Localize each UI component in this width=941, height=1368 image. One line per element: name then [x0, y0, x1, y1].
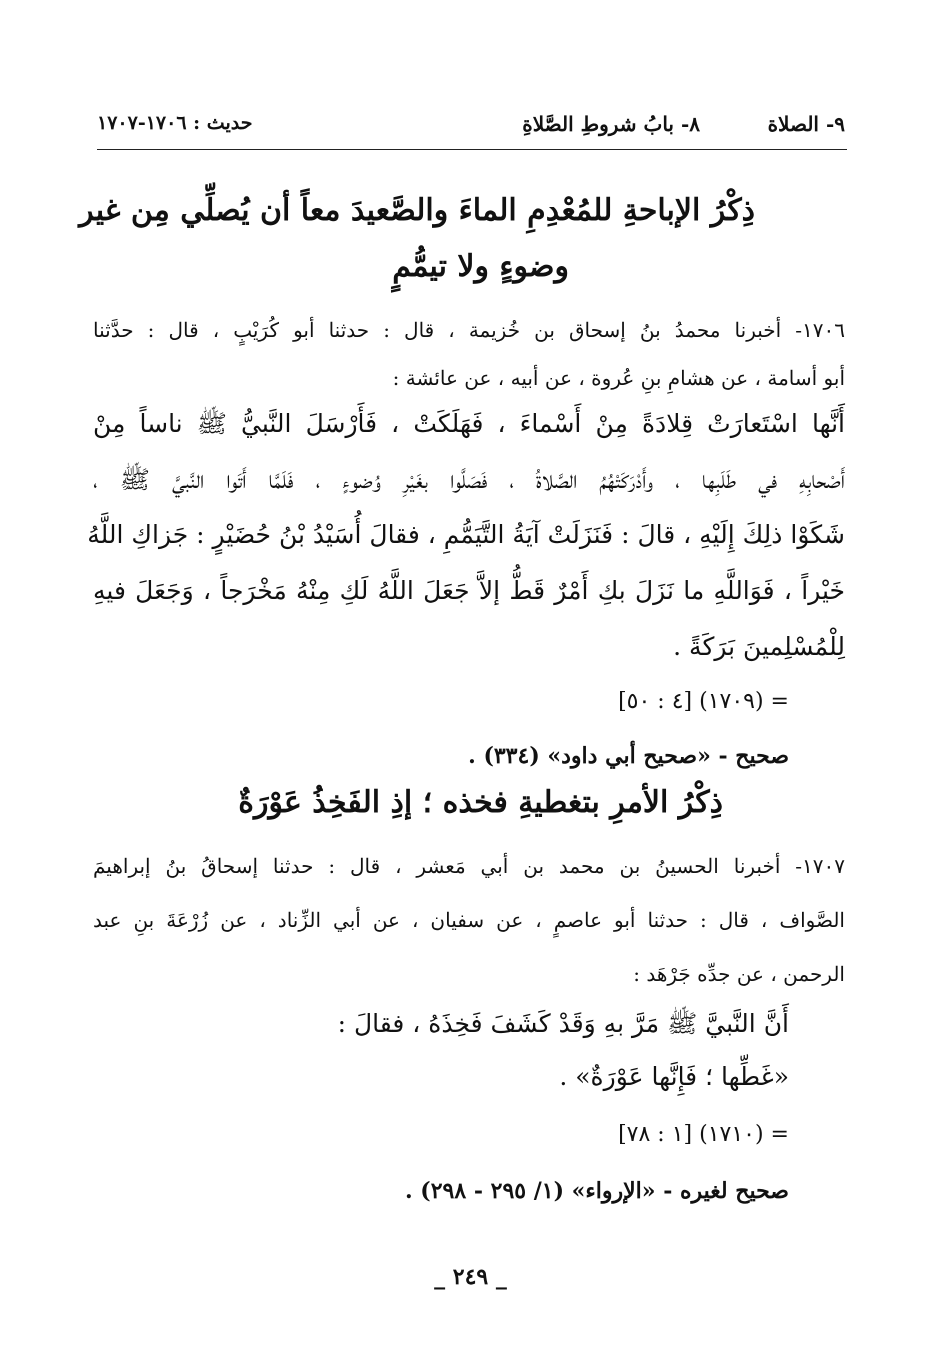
section1-isnad-line2: أبو أسامة ، عن هشامِ بنِ عُروة ، عن أبيه ، عن عائشة :	[392, 366, 845, 390]
section1-title-line1: ذِكْرُ الإباحةِ للمُعْدِمِ الماءَ والصَّعيدَ معاً أن يُصلِّي مِن غير	[79, 193, 755, 228]
header-bab: ٨- بابُ شروطِ الصَّلاةِ	[522, 112, 700, 136]
section2-isnad-line3: الرحمن ، عن جدِّه جَرْهَد :	[633, 962, 845, 986]
section2-matn-line2: «غَطِّها ؛ فَإِنَّها عَوْرَةٌ» .	[559, 1062, 789, 1091]
header-rule	[97, 149, 847, 150]
section1-matn-line3: شَكَوْا ذلِكَ إِلَيْهِ ، قالَ : فَنَزَلَتْ آيَةُ التَّيَمُّمِ ، فقالَ أُسَيْدُ بْنُ حُضَيْرٍ : جَزاكِ اللَّهُ	[87, 520, 845, 549]
header-chapter: ٩- الصلاة	[767, 112, 845, 136]
section1-matn-line4: خَيْراً ، فَوَاللَّهِ ما نَزَلَ بكِ أَمْرٌ قَطُّ إلاَّ جَعَلَ اللَّهُ لَكِ مِنْهُ مَخْرَجاً ، وَجَعَلَ فيهِ	[93, 576, 845, 605]
section1-grade: صحيح - «صحيح أبي داود» (٣٣٤) .	[468, 743, 789, 769]
section2-cross-reference: = (١٧١٠) [١ : ٧٨]	[618, 1122, 789, 1147]
page-number: _ ٢٤٩ _	[434, 1264, 507, 1290]
section2-title: ذِكْرُ الأمرِ بتغطيةِ فخذه ؛ إذِ الفَخِذُ عَوْرَةٌ	[238, 785, 723, 820]
section2-matn-line1: أَنَّ النَّبيَّ ﷺ مَرَّ بهِ وَقَدْ كَشَفَ فَخِذَهُ ، فقالَ :	[337, 1009, 789, 1038]
section1-cross-reference: = (١٧٠٩) [٤ : ٥٠]	[618, 689, 789, 714]
header-hadith-range: حديث : ١٧٠٦-١٧٠٧	[97, 112, 253, 134]
section2-isnad-line1: ١٧٠٧- أخبرنا الحسينُ بن محمد بن أبي مَعشر ، قال : حدثنا إسحاقُ بنُ إبراهيمَ	[93, 854, 845, 878]
running-header	[97, 112, 845, 142]
section1-title-line2: وضوءٍ ولا تيمُّمٍ	[392, 249, 569, 284]
section1-matn-line2: أَصْحابِهِ في طَلَبِها ، وأَدْرَكَتْهُمُ الصَّلاةُ ، فَصَلَّوا بغَيْرِ وُضوءٍ ، فَلَمَّا أَتَوا النَّبيَّ ﷺ ،	[93, 465, 845, 494]
section2-isnad-line2: الصَّواف ، قال : حدثنا أبو عاصمٍ ، عن سفيان ، عن أبي الزِّناد ، عن زُرْعَةَ بنِ عبد	[93, 908, 845, 932]
section1-isnad-line1: ١٧٠٦- أخبرنا محمدُ بنُ إسحاق بن خُزيمة ، قال : حدثنا أبو كُرَيْبٍ ، قال : حدَّثنا	[93, 318, 845, 342]
section2-grade: صحيح لغيره - «الإرواء» (١/ ٢٩٥ - ٢٩٨) .	[404, 1178, 789, 1204]
section1-matn-line5: لِلْمُسْلِمينَ بَرَكَةً .	[673, 632, 845, 661]
section1-matn-line1: أَنَّها اسْتَعارَتْ قِلادَةً مِنْ أَسْماءَ ، فَهَلَكَتْ ، فَأَرْسَلَ النَّبيُّ ﷺ ناساً مِنْ	[93, 409, 845, 438]
